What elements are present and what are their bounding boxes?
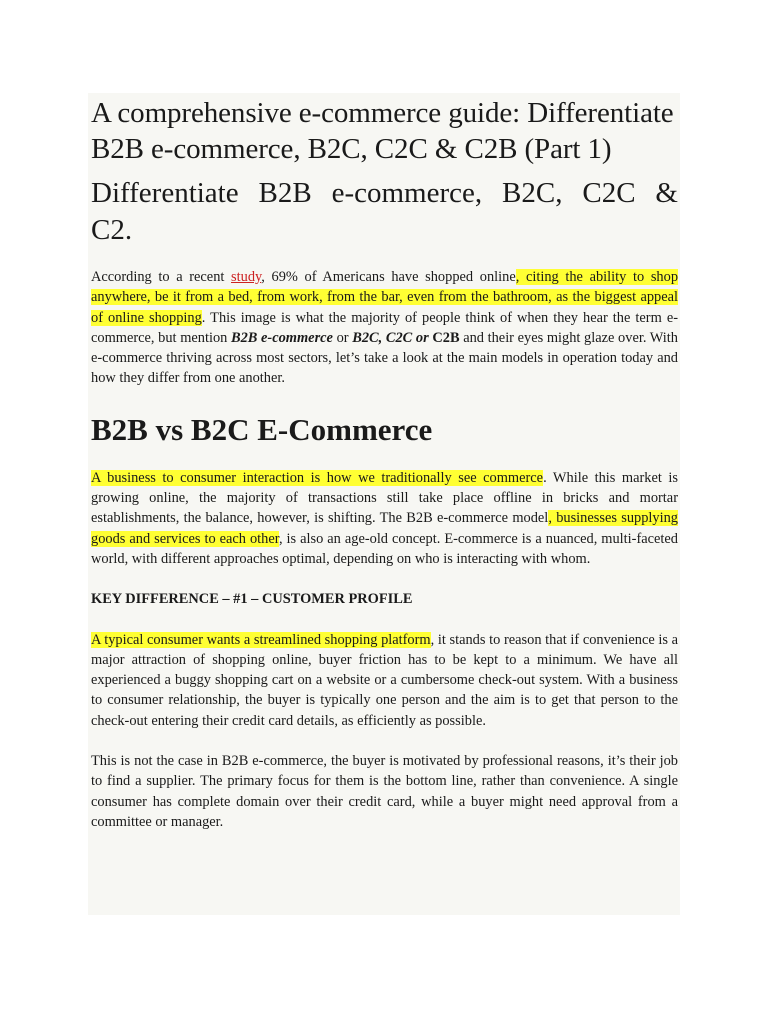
section-paragraph	[91, 468, 678, 569]
emphasis-text: B2C, C2C or	[352, 329, 429, 346]
study-link[interactable]: study	[231, 269, 262, 285]
highlighted-text: , citing the ability to shop anywhere, be it from a bed, from work, from the bar, even from the bathroom, as the biggest appeal of online shopping	[91, 269, 679, 326]
bold-text: C2B	[432, 329, 460, 346]
intro-text: and their eyes might glaze over. With e-commerce thriving across most sectors, let’s take a look at the main models in operation today and how they differ from one another.	[91, 329, 679, 387]
intro-text: . This image is what the majority of people think of when they hear the term e-commerce, but mention	[91, 309, 678, 346]
highlighted-text: , businesses supplying goods and services to each other	[91, 510, 679, 547]
intro-paragraph	[91, 267, 678, 389]
article	[91, 93, 678, 832]
intro-text: , 69% of Americans have shopped online	[261, 269, 516, 285]
key-difference-heading: KEY DIFFERENCE – #1 – CUSTOMER PROFILE	[91, 591, 413, 608]
emphasis-text: B2B e-commerce	[231, 329, 333, 346]
paragraph-text: , it stands to reason that if convenience is a major attraction of shopping online, buyer friction has to be kept to a minimum. We have all experienced a buggy shopping cart on a website or a cumbersome check-out system. With a business to consumer relationship, the buyer is typically one person and the aim is to get that person to the check-out entering their credit card details, as efficiently as possible.	[91, 631, 678, 729]
article-title: A comprehensive e-commerce guide: Differentiate B2B e-commerce, B2C, C2C & C2B (Part 1)	[91, 97, 674, 165]
b2b-buyer-paragraph: This is not the case in B2B e-commerce, the buyer is motivated by professional reasons, it’s their job to find a supplier. The primary focus for them is the bottom line, rather than convenience. A single consumer has complete domain over their credit card, while a buyer might need approval from a committee or manager.	[91, 753, 678, 830]
intro-text: or	[332, 329, 353, 346]
customer-profile-paragraph	[91, 630, 678, 731]
paragraph-text: . While this market is growing online, the majority of transactions still take place offline in bricks and mortar establishments, the balance, however, is shifting. The B2B e-commerce model	[91, 469, 678, 527]
highlighted-text: A business to consumer interaction is how we traditionally see commerce	[91, 469, 544, 486]
article-subtitle: Differentiate B2B e-commerce, B2C, C2C & C2.	[91, 177, 678, 246]
paragraph-text: , is also an age-old concept. E-commerce is a nuanced, multi-faceted world, with different approaches optimal, depending on who is interacting with whom.	[91, 530, 678, 567]
intro-text: According to a recent	[91, 269, 232, 285]
section-heading: B2B vs B2C E-Commerce	[91, 411, 433, 447]
highlighted-text: A typical consumer wants a streamlined shopping platform	[91, 631, 431, 648]
